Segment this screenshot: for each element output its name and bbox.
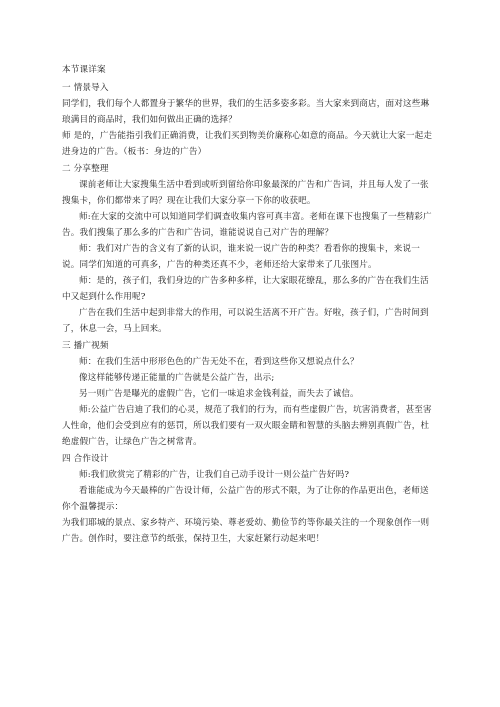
section-heading: 二 分享整理 — [62, 164, 109, 174]
paragraph: 师：在我们生活中形形色色的广告无处不在，看到这些你又想说点什么？ — [79, 357, 359, 367]
paragraph: 师:我们欣赏完了精彩的广告，让我们自己动手设计一则公益广告好吗? — [79, 470, 350, 480]
document-title: 本节课详案 — [62, 65, 106, 75]
paragraph: 像这样能够传递正能量的广告就是公益广告，出示; — [79, 373, 275, 383]
paragraph: 看谁能成为今天最棒的广告设计师，公益广告的形式不限，为了让你的作品更出色，老师送你个温馨提示： — [62, 486, 429, 512]
paragraph: 师:在大家的交流中可以知道同学们调查收集内容可真丰富。老师在课下也搜集了一些精彩广告。我们搜集了那么多的广告和广告词，谁能说说自己对广告的理解？ — [62, 212, 432, 238]
section-heading: 三 播广视频 — [62, 341, 109, 351]
section-scenario-intro — [62, 80, 436, 160]
paragraph: 广告在我们生活中起到非常大的作用，可以说生活离不开广告。好啦，孩子们，广告时间到了，休息一会，马上回来。 — [62, 308, 429, 334]
section-cooperative-design — [62, 451, 436, 547]
paragraph: 为我们耶城的景点、家乡特产、环境污染、尊老爱幼、勤俭节约等你最关注的一个现象创作一则广告。创作时，要注意节约纸张，保持卫生，大家赶紧行动起来吧！ — [62, 518, 430, 544]
paragraph: 师 是的，广告能指引我们正确消费，让我们买到物美价廉称心如意的商品。今天就让大家一起走进身边的广告。（板书：身边的广告） — [62, 131, 433, 157]
section-share-organize — [62, 161, 436, 337]
section-play-video — [62, 338, 436, 450]
paragraph: 同学们，我们每个人都置身于繁华的世界，我们的生活多姿多彩。当大家来到商店，面对这些琳琅满目的商品时，我们如何做出正确的选择？ — [62, 99, 430, 125]
paragraph: 课前老师让大家搜集生活中看到或听到留给你印象最深的广告和广告词，并且每人发了一张搜集卡，你们都带来了吗？现在让我们大家分享一下你的收获吧。 — [62, 180, 429, 206]
paragraph: 另一则广告是曝光的虚假广告，它们一味追求金钱利益，而失去了诚信。 — [79, 389, 359, 399]
paragraph: 师：我们对广告的含义有了新的认识，谁来说一说广告的种类？看看你的搜集卡，来说一说。同学们知道的可真多，广告的种类还真不少，老师还给大家带来了几张图片。 — [62, 244, 421, 270]
paragraph: 师:公益广告启迪了我们的心灵，规范了我们的行为，而有些虚假广告，坑害消费者，甚至害人性命，他们会受到应有的惩罚，所以我们要有一双火眼金睛和智慧的头脑去辨别真假广告，杜绝虚假广告，让绿色广告之树常青。 — [62, 405, 432, 447]
section-heading: 四 合作设计 — [62, 454, 109, 464]
section-heading: 一 情景导入 — [62, 83, 109, 93]
paragraph: 师：是的，孩子们，我们身边的广告多种多样，让大家眼花缭乱，那么多的广告在我们生活中又起到什么作用呢? — [62, 276, 429, 302]
